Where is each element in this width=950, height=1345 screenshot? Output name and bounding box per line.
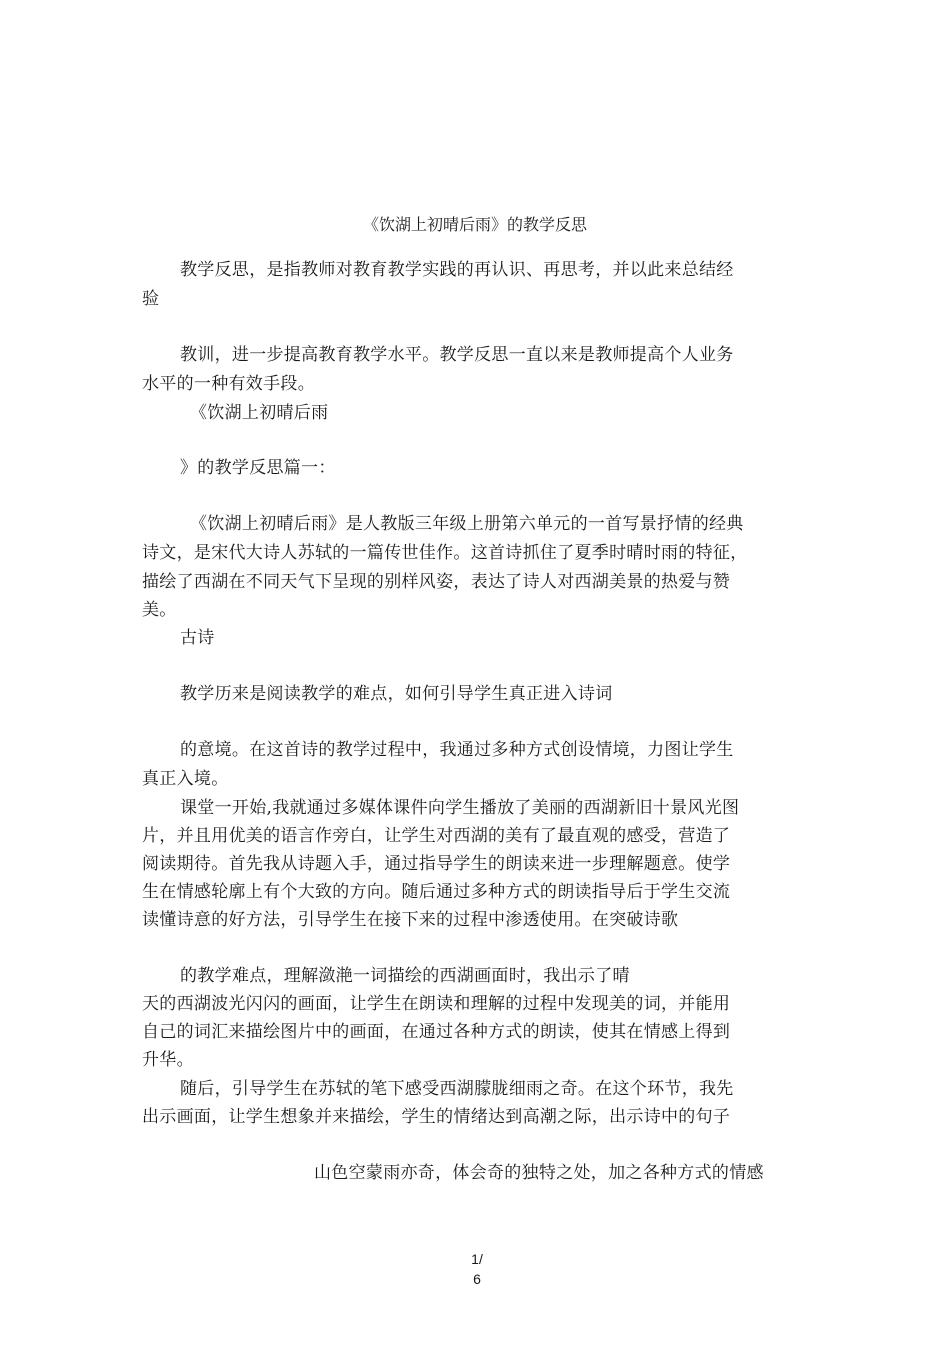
text-line: 的教学难点，理解潋滟一词描绘的西湖画面时，我出示了晴	[180, 966, 630, 986]
text-line: 诗文，是宋代大诗人苏轼的一篇传世佳作。这首诗抓住了夏季时晴时雨的特征，	[142, 543, 748, 563]
text-line: 水平的一种有效手段。	[142, 374, 315, 394]
text-line: 天的西湖波光闪闪的画面，让学生在朗读和理解的过程中发现美的词，并能用	[142, 994, 731, 1014]
text-line: 美。	[142, 600, 177, 620]
text-line: 教训，进一步提高教育教学水平。教学反思一直以来是教师提高个人业务	[180, 345, 734, 365]
text-line: 阅读期待。首先我从诗题入手，通过指导学生的朗读来进一步理解题意。使学	[142, 854, 731, 874]
page-number: 1/	[471, 1251, 483, 1267]
text-line: 《饮湖上初晴后雨	[190, 403, 329, 423]
text-line: 真正入境。	[142, 769, 229, 789]
text-line: 生在情感轮廓上有个大致的方向。随后通过多种方式的朗读指导后于学生交流	[142, 882, 731, 902]
text-line: 课堂一开始,我就通过多媒体课件向学生播放了美丽的西湖新旧十景风光图	[180, 798, 740, 818]
text-line: 教学历来是阅读教学的难点，如何引导学生真正进入诗词	[180, 684, 613, 704]
text-line: 《饮湖上初晴后雨》是人教版三年级上册第六单元的一首写景抒情的经典	[190, 514, 744, 534]
text-line: 片，并且用优美的语言作旁白，让学生对西湖的美有了最直观的感受，营造了	[142, 826, 731, 846]
text-line: 教学反思，是指教师对教育教学实践的再认识、再思考，并以此来总结经	[180, 260, 734, 280]
text-line: 》的教学反思篇一：	[180, 458, 336, 478]
text-line: 描绘了西湖在不同天气下呈现的别样风姿，表达了诗人对西湖美景的热爱与赞	[142, 572, 731, 592]
text-line: 随后，引导学生在苏轼的笔下感受西湖朦胧细雨之奇。在这个环节，我先	[180, 1079, 734, 1099]
text-line: 的意境。在这首诗的教学过程中，我通过多种方式创设情境，力图让学生	[180, 740, 734, 760]
text-line: 出示画面，让学生想象并来描绘，学生的情绪达到高潮之际，出示诗中的句子	[142, 1107, 731, 1127]
text-line: 读懂诗意的好方法，引导学生在接下来的过程中渗透使用。在突破诗歌	[142, 910, 679, 930]
text-line: 自己的词汇来描绘图片中的画面，在通过各种方式的朗读，使其在情感上得到	[142, 1022, 731, 1042]
text-line: 升华。	[142, 1050, 194, 1070]
document-title: 《饮湖上初晴后雨》的教学反思	[362, 215, 587, 234]
text-line: 验	[142, 289, 160, 309]
text-line: 古诗	[180, 628, 215, 648]
text-line: 山色空蒙雨亦奇，体会奇的独特之处，加之各种方式的情感	[314, 1163, 764, 1183]
page-total: 6	[473, 1271, 481, 1287]
